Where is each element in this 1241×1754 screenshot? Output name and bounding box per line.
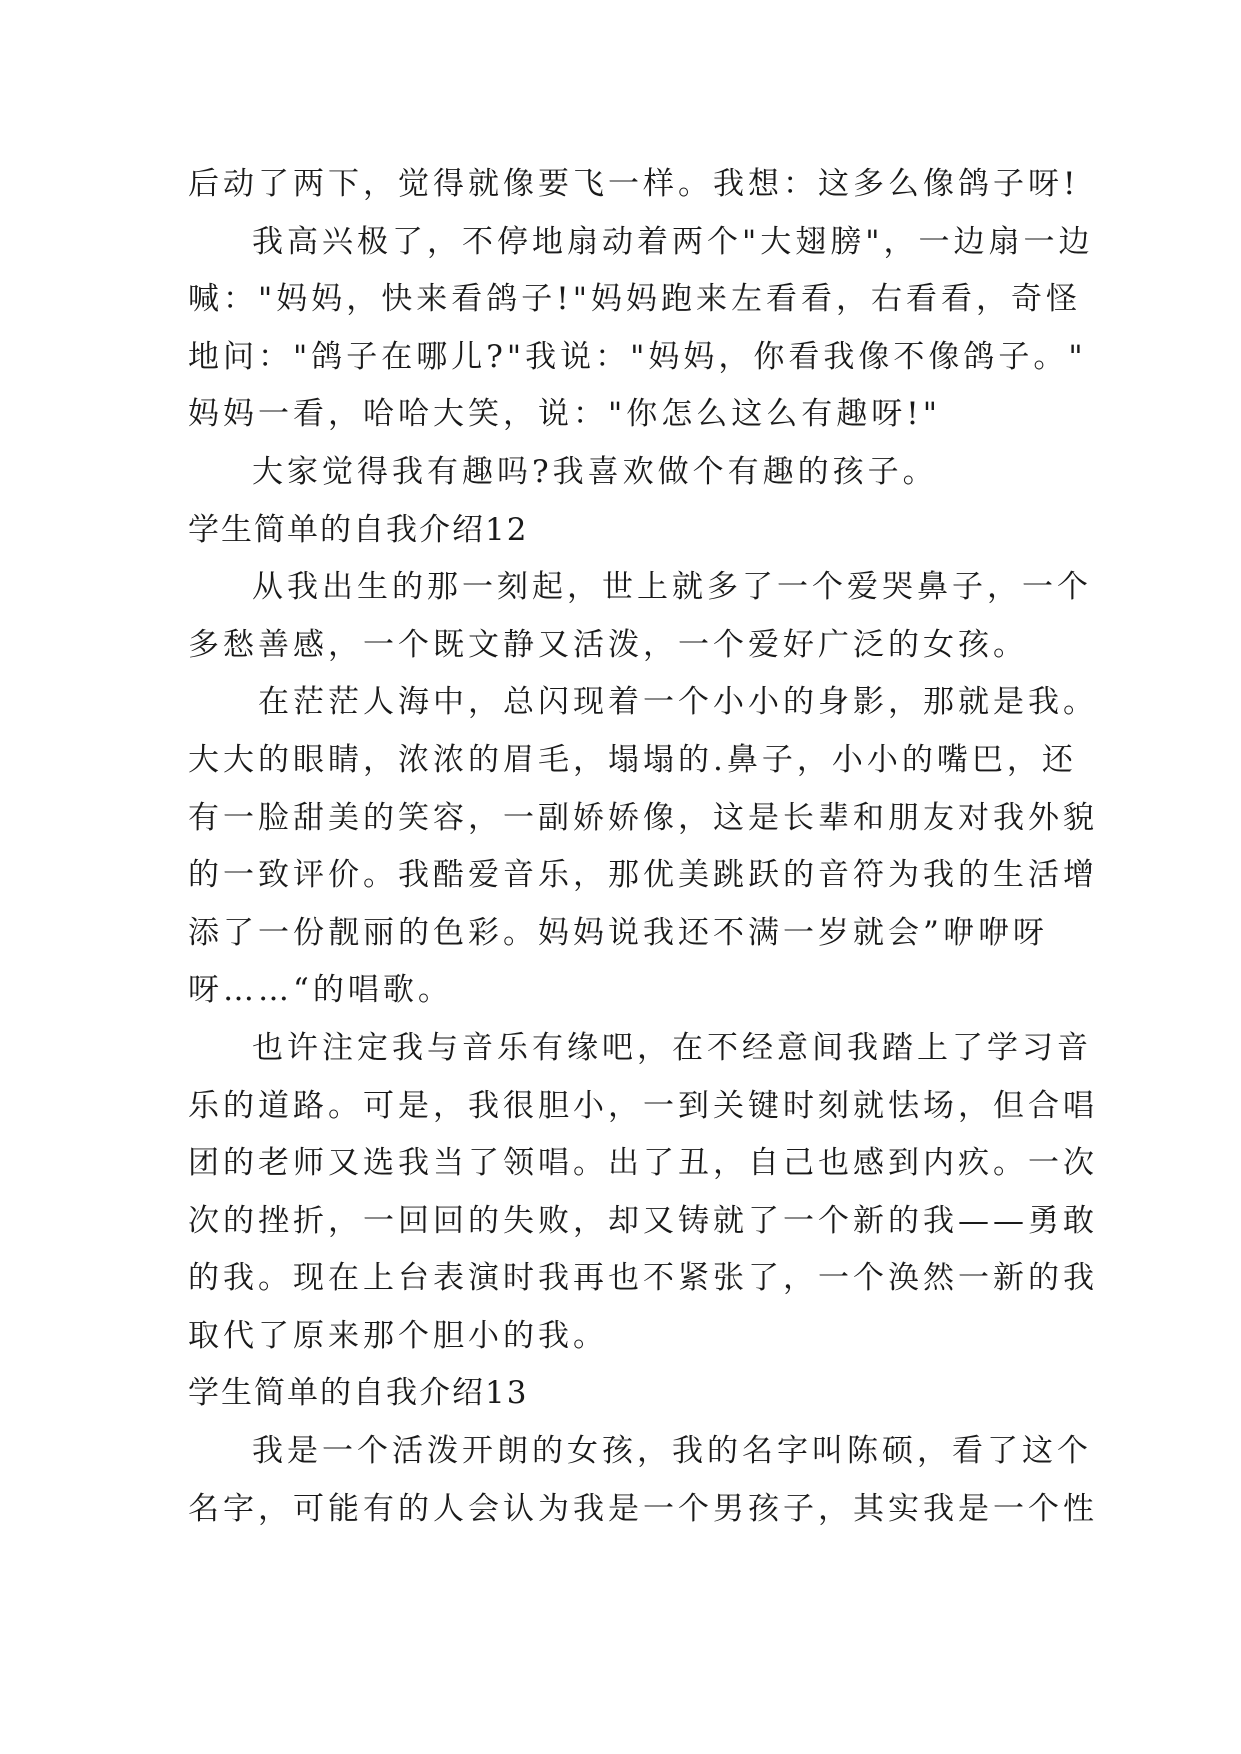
text-line: 乐的道路。可是，我很胆小，一到关键时刻就怯场，但合唱 [188,1087,1098,1124]
text-line: 后动了两下，觉得就像要飞一样。我想：这多么像鸽子呀! [188,166,1080,202]
text-line: 地问："鸽子在哪儿?"我说："妈妈，你看我像不像鸽子。" [188,338,1087,375]
document-body [188,156,1098,1538]
paragraph-start: 在茫茫人海中，总闪现着一个小小的身影，那就是我。 [258,684,1098,721]
text-line: 呀……“的唱歌。 [188,972,453,1009]
text-line: 妈妈一看，哈哈大笑，说："你怎么这么有趣呀!" [188,396,941,433]
paragraph-start: 我高兴极了，不停地扇动着两个"大翅膀"，一边扇一边 [252,223,1094,260]
text-line: 团的老师又选我当了领唱。出了丑，自己也感到内疚。一次 [188,1145,1098,1182]
text-line: 添了一份靓丽的色彩。妈妈说我还不满一岁就会”咿咿呀 [188,914,1048,951]
text-line: 次的挫折，一回回的失败，却又铸就了一个新的我——勇敢 [188,1202,1098,1239]
text-line: 名字，可能有的人会认为我是一个男孩子，其实我是一个性 [188,1490,1098,1527]
text-line: 的我。现在上台表演时我再也不紧张了，一个涣然一新的我 [188,1260,1098,1297]
section-heading: 学生简单的自我介绍12 [188,511,529,548]
paragraph-start: 从我出生的那一刻起，世上就多了一个爱哭鼻子，一个 [252,569,1092,606]
section-heading: 学生简单的自我介绍13 [188,1375,529,1412]
text-line: 大大的眼睛，浓浓的眉毛，塌塌的.鼻子，小小的嘴巴，还 [188,741,1077,778]
text-line: 取代了原来那个胆小的我。 [188,1317,608,1354]
text-line: 喊："妈妈，快来看鸽子!"妈妈跑来左看看，右看看，奇怪 [188,281,1081,318]
paragraph-start: 也许注定我与音乐有缘吧，在不经意间我踏上了学习音 [252,1029,1092,1066]
text-line: 的一致评价。我酷爱音乐，那优美跳跃的音符为我的生活增 [188,857,1098,894]
paragraph-start: 大家觉得我有趣吗?我喜欢做个有趣的孩子。 [252,453,938,490]
text-line: 有一脸甜美的笑容，一副娇娇像，这是长辈和朋友对我外貌 [188,799,1098,836]
paragraph-start: 我是一个活泼开朗的女孩，我的名字叫陈硕，看了这个 [252,1433,1092,1470]
text-line: 多愁善感，一个既文静又活泼，一个爱好广泛的女孩。 [188,626,1028,663]
